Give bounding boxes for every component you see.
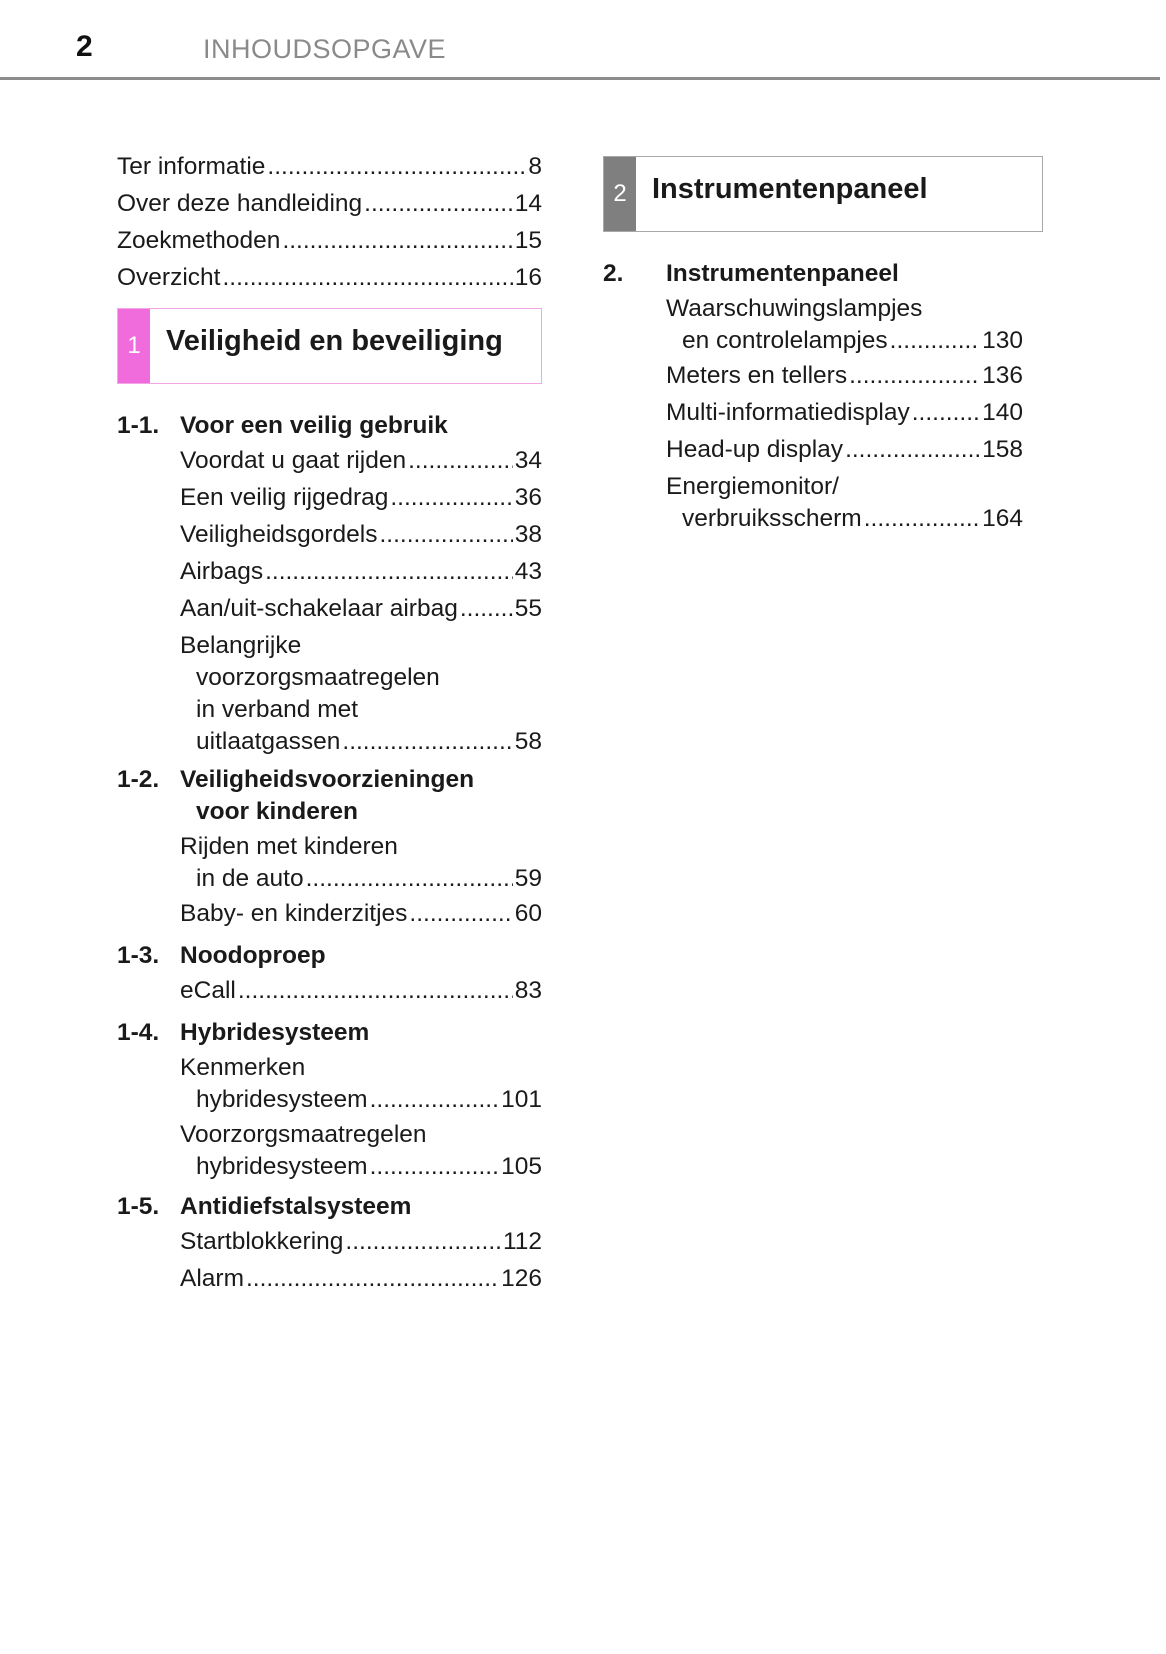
toc-entry[interactable]: Meters en tellers ..... 136 bbox=[666, 357, 1023, 394]
toc-entry-multiline[interactable]: Rijden met kinderen in de auto ..... 59 bbox=[180, 831, 542, 895]
section-heading-continued: voor kinderen bbox=[196, 798, 359, 825]
toc-entry[interactable]: Alarm ..... 126 bbox=[180, 1260, 542, 1297]
chapter-number-tab: 1 bbox=[118, 309, 150, 383]
chapter-number-tab: 2 bbox=[604, 157, 636, 231]
section-heading[interactable]: 1-3. Noodoproep bbox=[117, 942, 326, 969]
toc-entry[interactable]: eCall ..... 83 bbox=[180, 972, 542, 1009]
toc-entry[interactable]: Baby- en kinderzitjes ..... 60 bbox=[180, 895, 542, 932]
page-header-title: INHOUDSOPGAVE bbox=[203, 34, 447, 64]
toc-entry-multiline[interactable]: Belangrijke voorzorgsmaatregelen in verband met uitlaatgassen ..... 58 bbox=[180, 630, 542, 758]
section-heading[interactable]: 1-4. Hybridesysteem bbox=[117, 1019, 370, 1046]
toc-right-column bbox=[603, 156, 1043, 535]
toc-entry-multiline[interactable]: Voorzorgsmaatregelen hybridesysteem ..... 105 bbox=[180, 1119, 542, 1183]
toc-entry-multiline[interactable]: Energiemonitor/ verbruiksscherm ..... 164 bbox=[666, 471, 1023, 535]
chapter-1-box[interactable] bbox=[117, 308, 542, 384]
toc-entry[interactable]: Ter informatie ..... 8 bbox=[117, 148, 542, 185]
section-heading[interactable]: 1-1. Voor een veilig gebruik bbox=[117, 412, 448, 439]
toc-left-column bbox=[117, 148, 542, 1297]
toc-entry-multiline[interactable]: Kenmerken hybridesysteem ..... 101 bbox=[180, 1052, 542, 1116]
section-heading[interactable]: 1-5. Antidiefstalsysteem bbox=[117, 1193, 412, 1220]
toc-entry[interactable]: Airbags ..... 43 bbox=[180, 553, 542, 590]
toc-entry-multiline[interactable]: Waarschuwingslampjes en controlelampjes ..... 130 bbox=[666, 293, 1023, 357]
chapter-2-box[interactable] bbox=[603, 156, 1043, 232]
chapter-title: Veiligheid en beveiliging bbox=[166, 325, 503, 357]
toc-entry[interactable]: Voordat u gaat rijden ..... 34 bbox=[180, 442, 542, 479]
section-heading[interactable]: 2. Instrumentenpaneel bbox=[603, 260, 899, 287]
toc-entry[interactable]: Veiligheidsgordels ..... 38 bbox=[180, 516, 542, 553]
section-heading[interactable]: 1-2. Veiligheidsvoorzieningen bbox=[117, 766, 475, 793]
toc-entry[interactable]: Een veilig rijgedrag ..... 36 bbox=[180, 479, 542, 516]
toc-entry[interactable]: Aan/uit-schakelaar airbag ..... 55 bbox=[180, 590, 542, 627]
toc-entry[interactable]: Startblokkering ..... 112 bbox=[180, 1223, 542, 1260]
toc-entry[interactable]: Zoekmethoden ..... 15 bbox=[117, 222, 542, 259]
toc-entry[interactable]: Multi-informatiedisplay ..... 140 bbox=[666, 394, 1023, 431]
chapter-title: Instrumentenpaneel bbox=[652, 173, 928, 205]
toc-entry[interactable]: Overzicht ..... 16 bbox=[117, 259, 542, 296]
toc-entry[interactable]: Over deze handleiding ..... 14 bbox=[117, 185, 542, 222]
page-number: 2 bbox=[76, 30, 93, 63]
toc-entry[interactable]: Head-up display ..... 158 bbox=[666, 431, 1023, 468]
intro-list bbox=[117, 148, 542, 296]
header-divider bbox=[0, 77, 1160, 80]
